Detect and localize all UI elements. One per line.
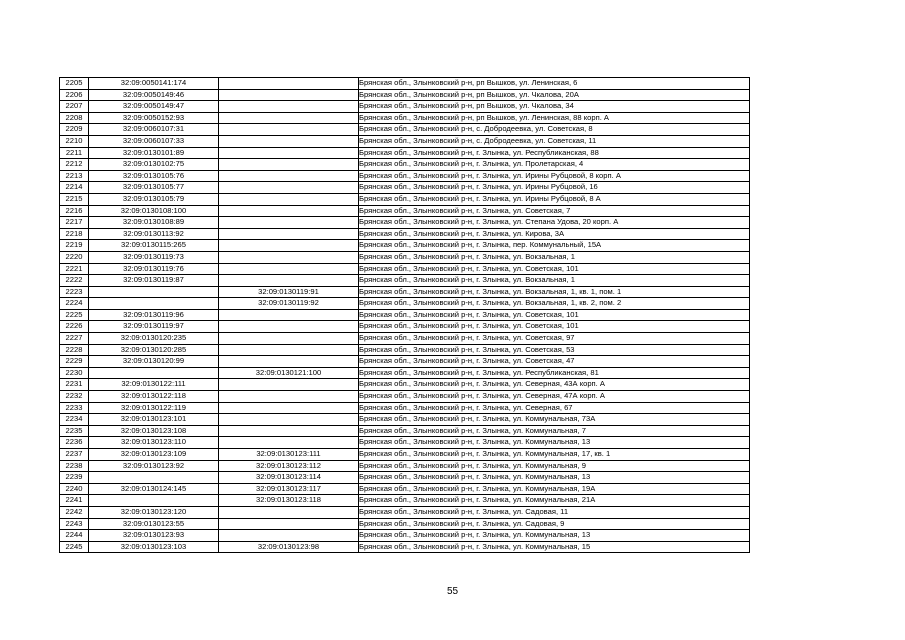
related-cadastral-number-cell xyxy=(219,89,359,101)
related-cadastral-number-cell xyxy=(219,124,359,136)
related-cadastral-number-cell: 32:09:0130119:91 xyxy=(219,286,359,298)
table-row xyxy=(60,483,750,495)
table-row xyxy=(60,159,750,171)
row-number-cell: 2213 xyxy=(60,170,89,182)
table-row xyxy=(60,449,750,461)
related-cadastral-number-cell xyxy=(219,391,359,403)
table-row xyxy=(60,286,750,298)
table-row xyxy=(60,170,750,182)
row-number-cell: 2210 xyxy=(60,135,89,147)
table-row xyxy=(60,89,750,101)
cadastral-number-cell: 32:09:0130123:93 xyxy=(89,530,219,542)
cadastral-number-cell: 32:09:0130123:109 xyxy=(89,449,219,461)
related-cadastral-number-cell xyxy=(219,344,359,356)
related-cadastral-number-cell xyxy=(219,228,359,240)
related-cadastral-number-cell xyxy=(219,240,359,252)
row-number-cell: 2219 xyxy=(60,240,89,252)
related-cadastral-number-cell xyxy=(219,147,359,159)
related-cadastral-number-cell xyxy=(219,251,359,263)
cadastral-number-cell: 32:09:0050149:47 xyxy=(89,101,219,113)
table-row xyxy=(60,460,750,472)
related-cadastral-number-cell xyxy=(219,217,359,229)
cadastral-number-cell xyxy=(89,472,219,484)
related-cadastral-number-cell xyxy=(219,506,359,518)
address-cell: Брянская обл., Злынковский р-н, г. Злынка, ул. Коммунальная, 21А xyxy=(359,495,750,507)
cadastral-number-cell: 32:09:0130123:110 xyxy=(89,437,219,449)
related-cadastral-number-cell xyxy=(219,135,359,147)
address-cell: Брянская обл., Злынковский р-н, г. Злынка, ул. Вокзальная, 1, кв. 1, пом. 1 xyxy=(359,286,750,298)
address-cell: Брянская обл., Злынковский р-н, г. Злынка, ул. Коммунальная, 9 xyxy=(359,460,750,472)
related-cadastral-number-cell xyxy=(219,414,359,426)
address-cell: Брянская обл., Злынковский р-н, г. Злынка, ул. Вокзальная, 1 xyxy=(359,275,750,287)
row-number-cell: 2232 xyxy=(60,391,89,403)
table-row xyxy=(60,495,750,507)
cadastral-number-cell: 32:09:0130105:76 xyxy=(89,170,219,182)
address-cell: Брянская обл., Злынковский р-н, г. Злынка, ул. Советская, 47 xyxy=(359,356,750,368)
address-cell: Брянская обл., Злынковский р-н, г. Злынка, ул. Советская, 101 xyxy=(359,321,750,333)
row-number-cell: 2245 xyxy=(60,541,89,553)
address-cell: Брянская обл., Злынковский р-н, г. Злынка, пер. Коммунальный, 15А xyxy=(359,240,750,252)
address-cell: Брянская обл., Злынковский р-н, с. Добродеевка, ул. Советская, 8 xyxy=(359,124,750,136)
related-cadastral-number-cell: 32:09:0130123:117 xyxy=(219,483,359,495)
cadastral-number-cell: 32:09:0060107:31 xyxy=(89,124,219,136)
table-row xyxy=(60,391,750,403)
cadastral-number-cell: 32:09:0130119:73 xyxy=(89,251,219,263)
table-row xyxy=(60,379,750,391)
address-cell: Брянская обл., Злынковский р-н, г. Злынка, ул. Коммунальная, 17, кв. 1 xyxy=(359,449,750,461)
cadastral-number-cell: 32:09:0130108:89 xyxy=(89,217,219,229)
address-cell: Брянская обл., Злынковский р-н, г. Злынка, ул. Садовая, 11 xyxy=(359,506,750,518)
row-number-cell: 2244 xyxy=(60,530,89,542)
address-cell: Брянская обл., Злынковский р-н, г. Злынка, ул. Степана Удова, 20 корп. А xyxy=(359,217,750,229)
row-number-cell: 2230 xyxy=(60,367,89,379)
cadastral-number-cell: 32:09:0130108:100 xyxy=(89,205,219,217)
table-row xyxy=(60,530,750,542)
table-row xyxy=(60,356,750,368)
table-row xyxy=(60,263,750,275)
related-cadastral-number-cell xyxy=(219,205,359,217)
row-number-cell: 2207 xyxy=(60,101,89,113)
row-number-cell: 2214 xyxy=(60,182,89,194)
row-number-cell: 2225 xyxy=(60,309,89,321)
address-cell: Брянская обл., Злынковский р-н, рп Вышков, ул. Чкалова, 34 xyxy=(359,101,750,113)
table-row xyxy=(60,344,750,356)
row-number-cell: 2215 xyxy=(60,193,89,205)
related-cadastral-number-cell xyxy=(219,78,359,90)
table-row xyxy=(60,78,750,90)
row-number-cell: 2237 xyxy=(60,449,89,461)
cadastral-number-cell: 32:09:0130122:118 xyxy=(89,391,219,403)
row-number-cell: 2228 xyxy=(60,344,89,356)
cadastral-number-cell: 32:09:0130119:97 xyxy=(89,321,219,333)
address-cell: Брянская обл., Злынковский р-н, г. Злынка, ул. Вокзальная, 1 xyxy=(359,251,750,263)
table-row xyxy=(60,193,750,205)
row-number-cell: 2239 xyxy=(60,472,89,484)
table-row xyxy=(60,506,750,518)
cadastral-number-cell: 32:09:0130105:79 xyxy=(89,193,219,205)
cadastral-number-cell: 32:09:0130122:111 xyxy=(89,379,219,391)
cadastral-number-cell: 32:09:0060107:33 xyxy=(89,135,219,147)
address-cell: Брянская обл., Злынковский р-н, рп Вышков, ул. Ленинская, 6 xyxy=(359,78,750,90)
table-row xyxy=(60,228,750,240)
table-row xyxy=(60,333,750,345)
page-number: 55 xyxy=(446,586,459,597)
address-cell: Брянская обл., Злынковский р-н, г. Злынка, ул. Коммунальная, 73А xyxy=(359,414,750,426)
row-number-cell: 2222 xyxy=(60,275,89,287)
registry-table-body xyxy=(60,78,750,553)
table-row xyxy=(60,124,750,136)
cadastral-number-cell: 32:09:0130120:235 xyxy=(89,333,219,345)
row-number-cell: 2221 xyxy=(60,263,89,275)
row-number-cell: 2227 xyxy=(60,333,89,345)
row-number-cell: 2235 xyxy=(60,425,89,437)
cadastral-number-cell: 32:09:0130123:55 xyxy=(89,518,219,530)
row-number-cell: 2238 xyxy=(60,460,89,472)
row-number-cell: 2209 xyxy=(60,124,89,136)
related-cadastral-number-cell: 32:09:0130121:100 xyxy=(219,367,359,379)
table-row xyxy=(60,205,750,217)
address-cell: Брянская обл., Злынковский р-н, г. Злынка, ул. Пролетарская, 4 xyxy=(359,159,750,171)
table-row xyxy=(60,518,750,530)
cadastral-number-cell xyxy=(89,495,219,507)
related-cadastral-number-cell xyxy=(219,437,359,449)
cadastral-number-cell: 32:09:0130113:92 xyxy=(89,228,219,240)
row-number-cell: 2242 xyxy=(60,506,89,518)
cadastral-number-cell: 32:09:0130123:120 xyxy=(89,506,219,518)
address-cell: Брянская обл., Злынковский р-н, г. Злынка, ул. Коммунальная, 19А xyxy=(359,483,750,495)
related-cadastral-number-cell: 32:09:0130123:111 xyxy=(219,449,359,461)
cadastral-number-cell: 32:09:0130115:265 xyxy=(89,240,219,252)
related-cadastral-number-cell xyxy=(219,402,359,414)
table-row xyxy=(60,135,750,147)
cadastral-number-cell: 32:09:0050149:46 xyxy=(89,89,219,101)
related-cadastral-number-cell xyxy=(219,112,359,124)
cadastral-number-cell: 32:09:0130119:96 xyxy=(89,309,219,321)
row-number-cell: 2211 xyxy=(60,147,89,159)
address-cell: Брянская обл., Злынковский р-н, г. Злынка, ул. Северная, 43А корп. А xyxy=(359,379,750,391)
cadastral-number-cell: 32:09:0130119:76 xyxy=(89,263,219,275)
table-row xyxy=(60,425,750,437)
cadastral-number-cell: 32:09:0050152:93 xyxy=(89,112,219,124)
address-cell: Брянская обл., Злынковский р-н, рп Вышков, ул. Ленинская, 88 корп. А xyxy=(359,112,750,124)
cadastral-number-cell: 32:09:0130123:108 xyxy=(89,425,219,437)
related-cadastral-number-cell xyxy=(219,309,359,321)
cadastral-number-cell xyxy=(89,298,219,310)
row-number-cell: 2240 xyxy=(60,483,89,495)
related-cadastral-number-cell xyxy=(219,101,359,113)
related-cadastral-number-cell: 32:09:0130123:114 xyxy=(219,472,359,484)
related-cadastral-number-cell xyxy=(219,275,359,287)
table-row xyxy=(60,101,750,113)
related-cadastral-number-cell xyxy=(219,263,359,275)
table-row xyxy=(60,437,750,449)
address-cell: Брянская обл., Злынковский р-н, г. Злынка, ул. Садовая, 9 xyxy=(359,518,750,530)
row-number-cell: 2206 xyxy=(60,89,89,101)
address-cell: Брянская обл., Злынковский р-н, г. Злынка, ул. Коммунальная, 13 xyxy=(359,472,750,484)
related-cadastral-number-cell xyxy=(219,321,359,333)
related-cadastral-number-cell: 32:09:0130123:112 xyxy=(219,460,359,472)
address-cell: Брянская обл., Злынковский р-н, г. Злынка, ул. Ирины Рубцовой, 8 корп. А xyxy=(359,170,750,182)
row-number-cell: 2231 xyxy=(60,379,89,391)
table-row xyxy=(60,298,750,310)
related-cadastral-number-cell xyxy=(219,170,359,182)
table-row xyxy=(60,472,750,484)
address-cell: Брянская обл., Злынковский р-н, г. Злынка, ул. Северная, 47А корп. А xyxy=(359,391,750,403)
address-cell: Брянская обл., Злынковский р-н, г. Злынка, ул. Коммунальная, 13 xyxy=(359,530,750,542)
row-number-cell: 2236 xyxy=(60,437,89,449)
table-row xyxy=(60,541,750,553)
row-number-cell: 2208 xyxy=(60,112,89,124)
row-number-cell: 2223 xyxy=(60,286,89,298)
table-row xyxy=(60,112,750,124)
row-number-cell: 2212 xyxy=(60,159,89,171)
row-number-cell: 2234 xyxy=(60,414,89,426)
cadastral-number-cell: 32:09:0130123:92 xyxy=(89,460,219,472)
address-cell: Брянская обл., Злынковский р-н, г. Злынка, ул. Советская, 53 xyxy=(359,344,750,356)
related-cadastral-number-cell xyxy=(219,379,359,391)
cadastral-number-cell: 32:09:0130119:87 xyxy=(89,275,219,287)
address-cell: Брянская обл., Злынковский р-н, г. Злынка, ул. Советская, 101 xyxy=(359,263,750,275)
row-number-cell: 2216 xyxy=(60,205,89,217)
cadastral-number-cell: 32:09:0130124:145 xyxy=(89,483,219,495)
address-cell: Брянская обл., Злынковский р-н, г. Злынка, ул. Ирины Рубцовой, 16 xyxy=(359,182,750,194)
cadastral-number-cell: 32:09:0130101:89 xyxy=(89,147,219,159)
related-cadastral-number-cell xyxy=(219,182,359,194)
cadastral-number-cell xyxy=(89,286,219,298)
cadastral-number-cell: 32:09:0130102:75 xyxy=(89,159,219,171)
address-cell: Брянская обл., Злынковский р-н, г. Злынка, ул. Коммунальная, 15 xyxy=(359,541,750,553)
table-row xyxy=(60,309,750,321)
related-cadastral-number-cell: 32:09:0130123:118 xyxy=(219,495,359,507)
related-cadastral-number-cell xyxy=(219,193,359,205)
registry-table xyxy=(59,77,750,553)
cadastral-number-cell: 32:09:0130123:103 xyxy=(89,541,219,553)
address-cell: Брянская обл., Злынковский р-н, г. Злынка, ул. Советская, 101 xyxy=(359,309,750,321)
table-row xyxy=(60,182,750,194)
address-cell: Брянская обл., Злынковский р-н, г. Злынка, ул. Ирины Рубцовой, 8 А xyxy=(359,193,750,205)
related-cadastral-number-cell xyxy=(219,530,359,542)
table-row xyxy=(60,414,750,426)
cadastral-number-cell: 32:09:0130120:99 xyxy=(89,356,219,368)
related-cadastral-number-cell xyxy=(219,518,359,530)
related-cadastral-number-cell xyxy=(219,159,359,171)
table-row xyxy=(60,402,750,414)
cadastral-number-cell xyxy=(89,367,219,379)
address-cell: Брянская обл., Злынковский р-н, г. Злынка, ул. Республиканская, 88 xyxy=(359,147,750,159)
address-cell: Брянская обл., Злынковский р-н, г. Злынка, ул. Республиканская, 81 xyxy=(359,367,750,379)
address-cell: Брянская обл., Злынковский р-н, рп Вышков, ул. Чкалова, 20А xyxy=(359,89,750,101)
address-cell: Брянская обл., Злынковский р-н, г. Злынка, ул. Коммунальная, 13 xyxy=(359,437,750,449)
cadastral-number-cell: 32:09:0130120:285 xyxy=(89,344,219,356)
row-number-cell: 2217 xyxy=(60,217,89,229)
address-cell: Брянская обл., Злынковский р-н, г. Злынка, ул. Вокзальная, 1, кв. 2, пом. 2 xyxy=(359,298,750,310)
cadastral-number-cell: 32:09:0130105:77 xyxy=(89,182,219,194)
row-number-cell: 2226 xyxy=(60,321,89,333)
cadastral-number-cell: 32:09:0050141:174 xyxy=(89,78,219,90)
cadastral-number-cell: 32:09:0130123:101 xyxy=(89,414,219,426)
table-row xyxy=(60,147,750,159)
row-number-cell: 2220 xyxy=(60,251,89,263)
related-cadastral-number-cell xyxy=(219,356,359,368)
address-cell: Брянская обл., Злынковский р-н, г. Злынка, ул. Кирова, 3А xyxy=(359,228,750,240)
address-cell: Брянская обл., Злынковский р-н, г. Злынка, ул. Советская, 97 xyxy=(359,333,750,345)
table-row xyxy=(60,321,750,333)
row-number-cell: 2224 xyxy=(60,298,89,310)
table-row xyxy=(60,275,750,287)
address-cell: Брянская обл., Злынковский р-н, г. Злынка, ул. Северная, 67 xyxy=(359,402,750,414)
related-cadastral-number-cell: 32:09:0130123:98 xyxy=(219,541,359,553)
table-row xyxy=(60,217,750,229)
cadastral-number-cell: 32:09:0130122:119 xyxy=(89,402,219,414)
row-number-cell: 2233 xyxy=(60,402,89,414)
table-row xyxy=(60,240,750,252)
related-cadastral-number-cell xyxy=(219,425,359,437)
row-number-cell: 2243 xyxy=(60,518,89,530)
row-number-cell: 2229 xyxy=(60,356,89,368)
row-number-cell: 2218 xyxy=(60,228,89,240)
table-row xyxy=(60,367,750,379)
related-cadastral-number-cell: 32:09:0130119:92 xyxy=(219,298,359,310)
row-number-cell: 2241 xyxy=(60,495,89,507)
address-cell: Брянская обл., Злынковский р-н, г. Злынка, ул. Коммунальная, 7 xyxy=(359,425,750,437)
table-row xyxy=(60,251,750,263)
address-cell: Брянская обл., Злынковский р-н, с. Добродеевка, ул. Советская, 11 xyxy=(359,135,750,147)
related-cadastral-number-cell xyxy=(219,333,359,345)
address-cell: Брянская обл., Злынковский р-н, г. Злынка, ул. Советская, 7 xyxy=(359,205,750,217)
row-number-cell: 2205 xyxy=(60,78,89,90)
